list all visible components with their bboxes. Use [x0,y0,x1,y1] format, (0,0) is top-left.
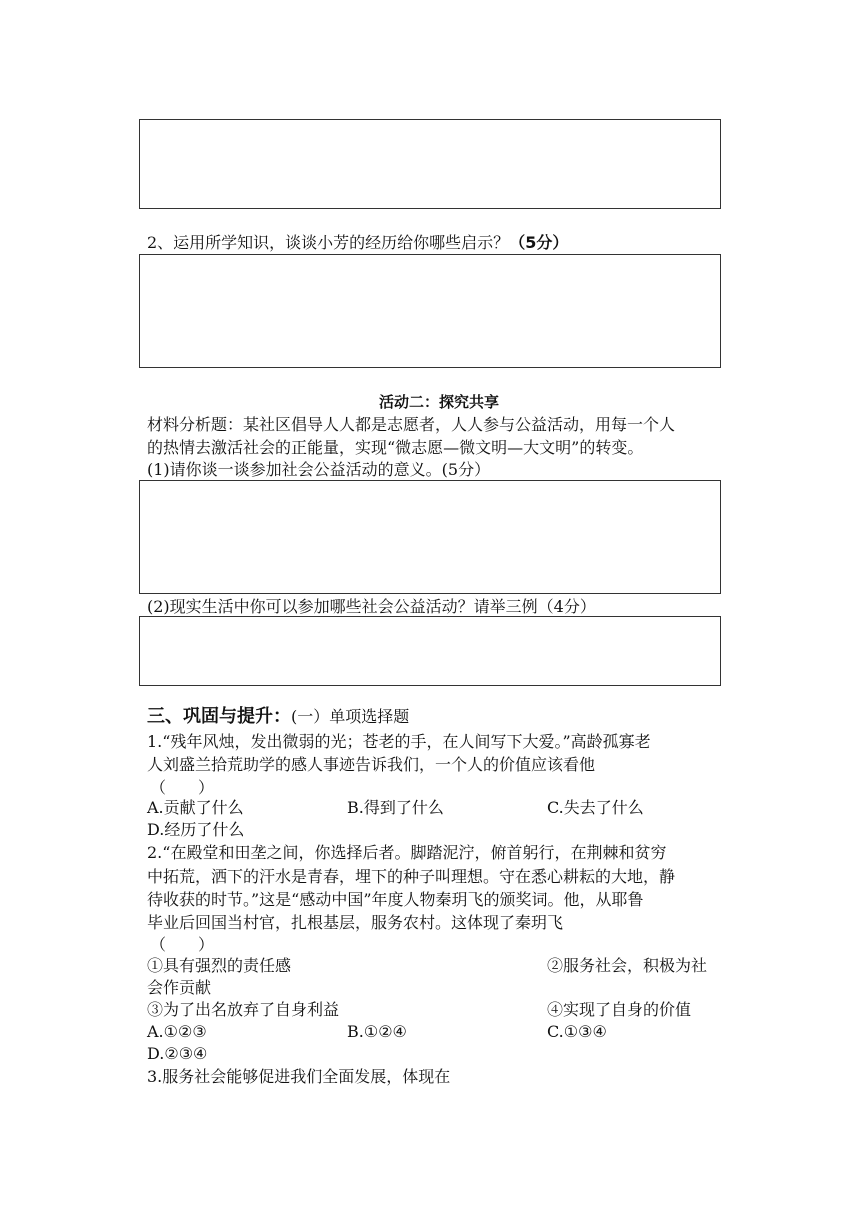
section3-heading-row [147,705,409,729]
question-2-text [147,232,568,254]
section3-subheading: (一）单项选择题 [291,707,410,726]
q2-line1: 2.“在殿堂和田垄之间，你选择后者。脚踏泥泞，俯首躬行，在荆棘和贫穷 [147,843,667,862]
q1-option-a[interactable]: A.贡献了什么 [147,798,244,817]
q1-line1: 1.“残年风烛，发出微弱的光；苍老的手，在人间写下大爱。”高龄孤寡老 [147,732,651,751]
q2-statement-2a: ②服务社会，积极为社 [547,956,708,975]
q2-option-d[interactable]: D.②③④ [147,1044,208,1063]
q1-line2: 人刘盛兰拾荒助学的感人事迹告诉我们，一个人的价值应该看他 [147,755,596,774]
answer-box-q2[interactable] [139,254,721,368]
answer-box-top[interactable] [139,119,721,209]
activity2-material-line2: 的热情去激活社会的正能量，实现“微志愿—微文明—大文明”的转变。 [147,438,644,457]
answer-box-activity2-q1[interactable] [139,480,721,594]
question-2-prompt: 2、运用所学知识，谈谈小芳的经历给你哪些启示？ [147,233,510,252]
activity2-question1: (1)请你谈一谈参加社会公益活动的意义。(5分） [147,460,491,479]
q2-line4: 毕业后回国当村官，扎根基层，服务农村。这体现了秦玥飞 [147,913,564,932]
activity2-material-line1: 材料分析题：某社区倡导人人都是志愿者，人人参与公益活动，用每一个人 [147,415,676,434]
q2-statement-2b: 会作贡献 [147,978,212,997]
q2-option-b[interactable]: B.①②④ [347,1022,407,1041]
q2-blank: （ ） [150,935,215,954]
q1-option-d[interactable]: D.经历了什么 [147,820,245,839]
q1-blank: （ ） [150,778,215,797]
q2-line3: 待收获的时节。”这是“感动中国”年度人物秦玥飞的颁奖词。他，从耶鲁 [147,890,644,909]
q2-option-c[interactable]: C.①③④ [547,1022,607,1041]
question-2-score: （5分） [509,233,569,252]
q2-line2: 中拓荒，洒下的汗水是青春，埋下的种子叫理想。守在悉心耕耘的大地，静 [147,867,676,886]
q2-option-a[interactable]: A.①②③ [147,1022,207,1041]
q3-line1: 3.服务社会能够促进我们全面发展，体现在 [147,1067,451,1086]
q2-statement-3: ③为了出名放弃了自身利益 [147,1000,340,1019]
section3-heading: 三、巩固与提升： [147,706,291,727]
activity2-question2: (2)现实生活中你可以参加哪些社会公益活动？请举三例（4分） [147,597,596,616]
q2-statement-1: ①具有强烈的责任感 [147,956,292,975]
activity2-title: 活动二：探究共享 [379,393,500,411]
q2-statement-4: ④实现了自身的价值 [547,1000,692,1019]
q1-option-b[interactable]: B.得到了什么 [347,798,444,817]
q1-option-c[interactable]: C.失去了什么 [547,798,644,817]
answer-box-activity2-q2[interactable] [139,616,721,686]
